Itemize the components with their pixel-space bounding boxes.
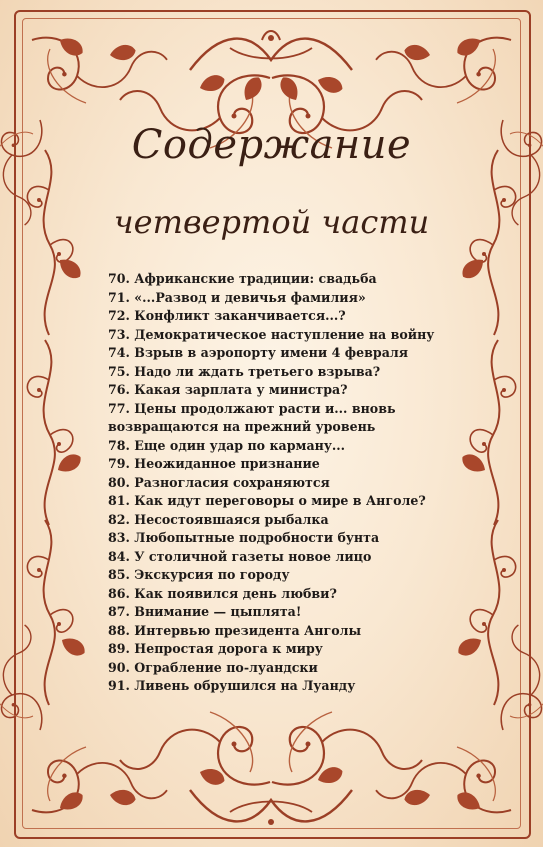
toc-item: 80. Разногласия сохраняются [108,474,330,490]
toc-item: 74. Взрыв в аэропорту имени 4 февраля [108,345,409,360]
toc-item: 70. Африканские традиции: свадьба [108,271,377,286]
table-of-contents [108,270,493,696]
toc-item: 83. Любопытные подробности бунта [108,530,380,545]
toc-item: 78. Еще один удар по карману... [108,437,346,453]
title-line-2: четвертой части [113,203,430,241]
toc-item: 85. Экскурсия по городу [108,567,290,582]
toc-item: 75. Надо ли ждать третьего взрыва? [108,363,381,379]
toc-item: 82. Несостоявшаяся рыбалка [108,511,329,527]
title-line-1: Содержание [131,122,412,168]
toc-item: 88. Интервью президента Анголы [108,622,362,638]
toc-item: 91. Ливень обрушился на Луанду [108,678,356,693]
toc-item: 79. Неожиданное признание [108,456,320,471]
toc-item: 86. Как появился день любви? [108,585,337,601]
toc-item: 77. Цены продолжают расти и... вновь возвращаются на прежний уровень [108,400,396,434]
toc-item: 90. Ограбление по-луандски [108,659,318,675]
toc-item: 84. У столичной газеты новое лицо [108,548,372,564]
toc-item: 89. Непростая дорога к миру [108,641,323,656]
toc-item: 76. Какая зарплата у министра? [108,382,348,397]
toc-item: 81. Как идут переговоры о мире в Анголе? [108,493,426,508]
toc-item: 73. Демократическое наступление на войну [108,326,435,342]
toc-item: 87. Внимание — цыплята! [108,604,302,619]
toc-item: 72. Конфликт заканчивается...? [108,308,346,323]
toc-item: 71. «...Развод и девичья фамилия» [108,289,366,305]
bottom-crown-ornament [120,712,422,825]
